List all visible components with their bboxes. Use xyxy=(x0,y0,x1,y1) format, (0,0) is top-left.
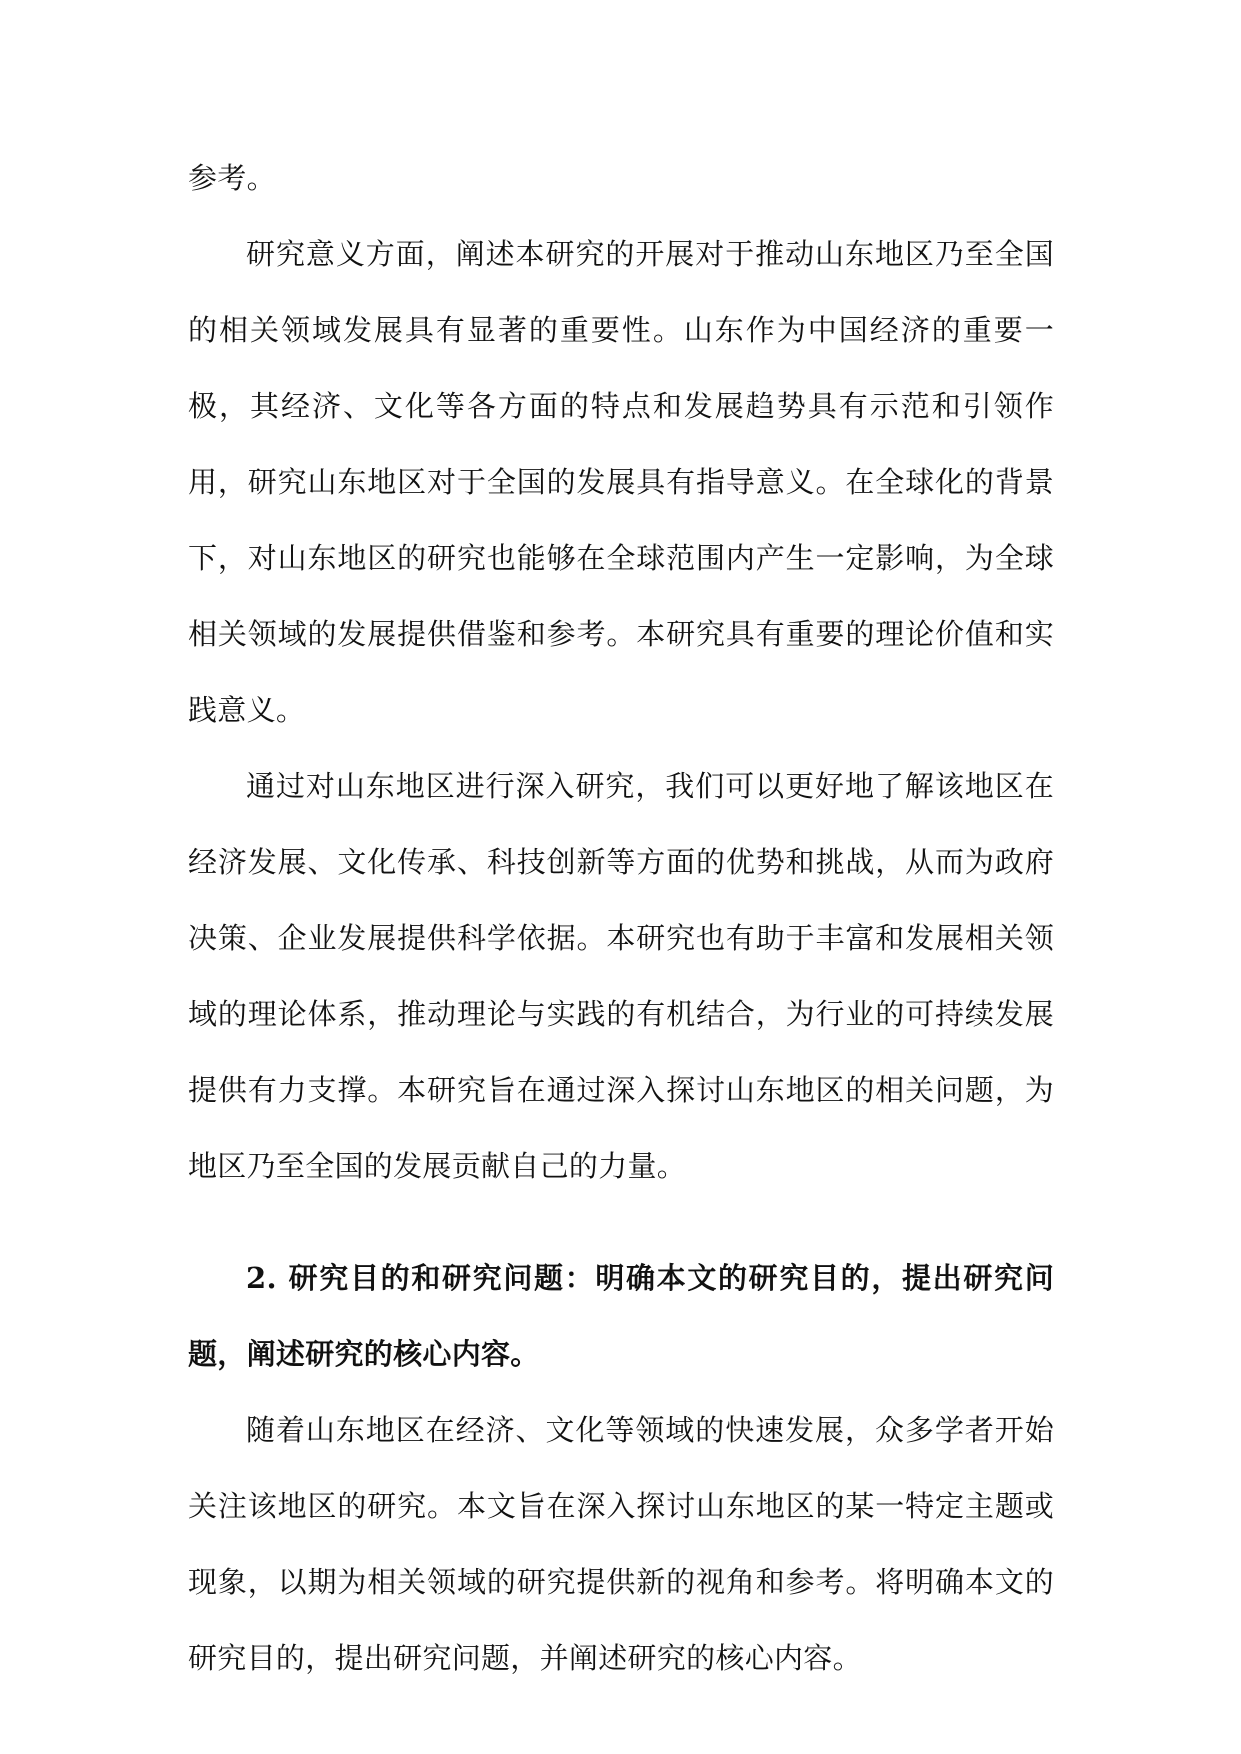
document-page xyxy=(188,140,1054,1696)
section-heading: 2. 研究目的和研究问题：明确本文的研究目的，提出研究问题，阐述研究的核心内容。 xyxy=(188,1261,1054,1371)
paragraph-research-value: 通过对山东地区进行深入研究，我们可以更好地了解该地区在经济发展、文化传承、科技创新等方面的优势和挑战，从而为政府决策、企业发展提供科学依据。本研究也有助于丰富和发展相关领域的理论体系，推动理论与实践的有机结合，为行业的可持续发展提供有力支撑。本研究旨在通过深入探讨山东地区的相关问题，为地区乃至全国的发展贡献自己的力量。 xyxy=(188,769,1054,1183)
paragraph-continuation: 参考。 xyxy=(188,161,276,195)
paragraph-research-purpose: 随着山东地区在经济、文化等领域的快速发展，众多学者开始关注该地区的研究。本文旨在深入探讨山东地区的某一特定主题或现象，以期为相关领域的研究提供新的视角和参考。将明确本文的研究目的，提出研究问题，并阐述研究的核心内容。 xyxy=(188,1413,1054,1675)
paragraph-research-significance: 研究意义方面，阐述本研究的开展对于推动山东地区乃至全国的相关领域发展具有显著的重要性。山东作为中国经济的重要一极，其经济、文化等各方面的特点和发展趋势具有示范和引领作用，研究山东地区对于全国的发展具有指导意义。在全球化的背景下，对山东地区的研究也能够在全球范围内产生一定影响，为全球相关领域的发展提供借鉴和参考。本研究具有重要的理论价值和实践意义。 xyxy=(188,237,1054,727)
